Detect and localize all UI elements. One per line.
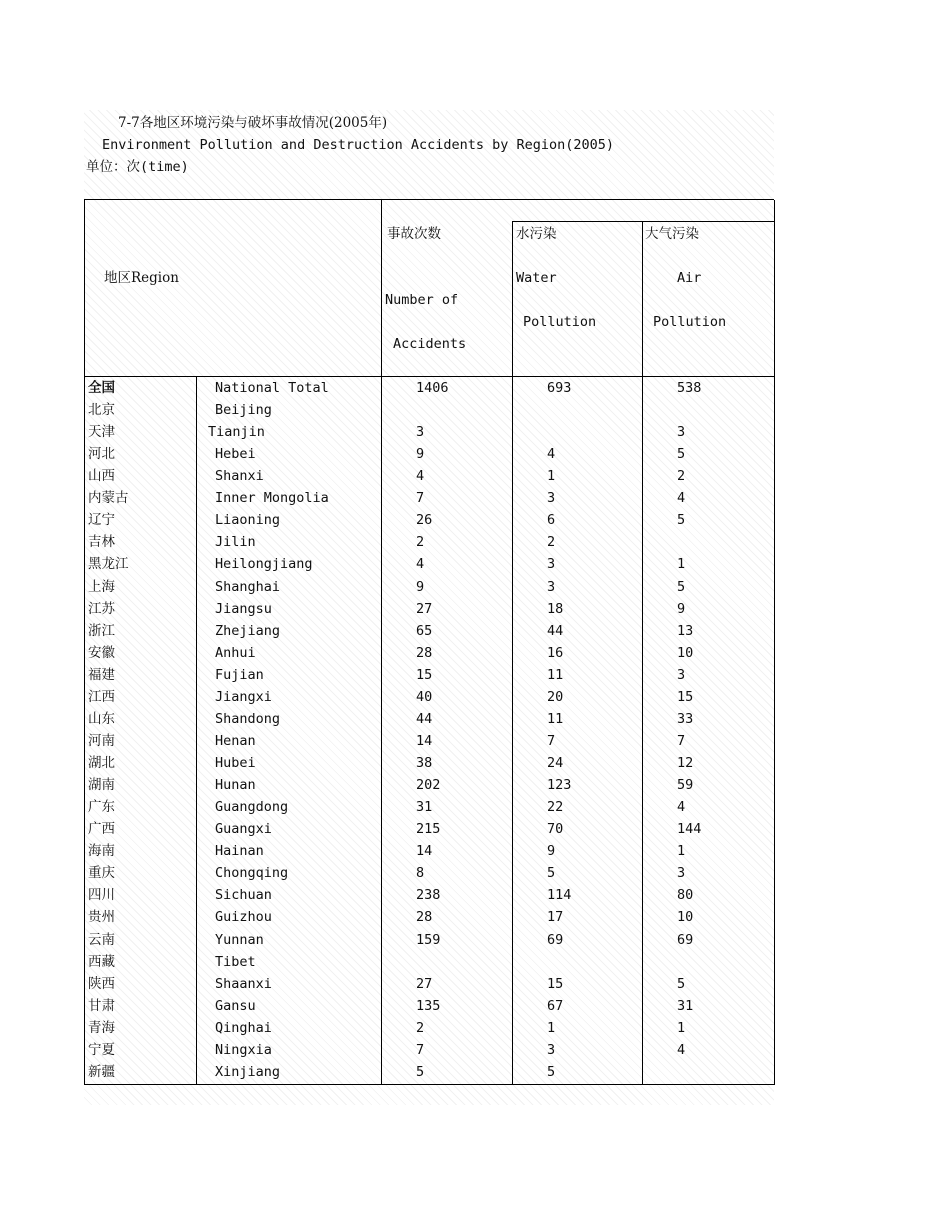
accidents-cell: 40 [416,688,433,705]
region-cn-cell: 重庆 [88,865,115,882]
table-row [85,862,774,884]
table-row [85,1039,774,1061]
header-air-en-1: Air [677,270,702,286]
region-en-cell: Liaoning [215,512,281,529]
region-en-cell: Jiangxi [215,688,272,705]
table-row [85,884,774,906]
region-en-cell: Fujian [215,666,264,683]
accidents-cell: 4 [416,468,425,485]
region-cn-cell: 浙江 [88,622,115,639]
table-row [85,929,774,951]
water-pollution-cell: 44 [547,622,564,639]
water-pollution-cell: 693 [547,380,572,396]
accidents-cell: 14 [416,843,433,860]
water-pollution-cell: 16 [547,644,564,661]
table-row [85,487,774,509]
data-table [84,200,775,1085]
table-row [85,951,774,973]
water-pollution-cell: 1 [547,468,556,485]
region-en-cell: Shanghai [215,578,281,595]
air-pollution-cell: 80 [677,887,694,904]
air-pollution-cell: 12 [677,755,694,772]
region-cn-cell: 福建 [88,666,115,683]
air-pollution-cell: 10 [677,909,694,926]
air-pollution-cell: 1 [677,556,686,573]
region-cn-cell: 四川 [88,887,115,904]
region-cn-cell: 广西 [88,821,115,838]
accidents-cell: 38 [416,755,433,772]
table-row [85,576,774,598]
region-en-cell: Anhui [215,644,256,661]
accidents-cell: 27 [416,600,433,617]
air-pollution-cell: 1 [677,1019,686,1036]
region-en-cell: Xinjiang [215,1063,281,1080]
accidents-cell: 2 [416,534,425,551]
accidents-cell: 7 [416,1041,425,1058]
region-en-cell: Qinghai [215,1019,272,1036]
water-pollution-cell: 15 [547,975,564,992]
region-en-cell: Tianjin [208,424,265,441]
accidents-cell: 28 [416,909,433,926]
air-pollution-cell: 15 [677,688,694,705]
air-pollution-cell: 33 [677,710,694,727]
region-cn-cell: 山东 [88,710,115,727]
region-cn-cell: 北京 [88,402,115,419]
water-pollution-cell: 7 [547,732,556,749]
water-pollution-cell: 69 [547,931,564,948]
air-pollution-cell: 4 [677,1041,686,1058]
air-pollution-cell: 59 [677,777,694,794]
accidents-cell: 238 [416,887,441,904]
region-cn-cell: 云南 [88,931,115,948]
region-cn-cell: 湖北 [88,755,115,772]
accidents-cell: 14 [416,732,433,749]
table-row [85,421,774,443]
water-pollution-cell: 18 [547,600,564,617]
table-title-en: Environment Pollution and Destruction Accidents by Region(2005) [102,137,615,153]
header-accidents-en-2: Accidents [393,336,467,352]
air-pollution-cell: 4 [677,799,686,816]
accidents-cell: 215 [416,821,441,838]
air-pollution-cell: 1 [677,843,686,860]
region-en-cell: Jiangsu [215,600,272,617]
air-pollution-cell: 3 [677,865,686,882]
accidents-cell: 3 [416,424,425,441]
accidents-cell: 2 [416,1019,425,1036]
region-cn-cell: 贵州 [88,909,115,926]
region-cn-cell: 江西 [88,688,115,705]
region-en-cell: Tibet [215,953,256,970]
air-pollution-cell: 5 [677,975,686,992]
water-pollution-cell: 9 [547,843,556,860]
water-pollution-cell: 3 [547,556,556,573]
accidents-cell: 4 [416,556,425,573]
water-pollution-cell: 17 [547,909,564,926]
table-row [85,443,774,465]
table-row [85,531,774,553]
region-cn-cell: 新疆 [88,1063,115,1080]
region-cn-cell: 陕西 [88,975,115,992]
header-air-cn: 大气污染 [645,226,699,242]
region-cn-cell: 甘肃 [88,997,115,1014]
region-en-cell: National Total [215,380,329,396]
region-en-cell: Hubei [215,755,256,772]
region-cn-cell: 海南 [88,843,115,860]
region-cn-cell: 广东 [88,799,115,816]
accidents-cell: 28 [416,644,433,661]
table-row [85,818,774,840]
water-pollution-cell: 70 [547,821,564,838]
unit-label: 单位：次(time) [86,159,189,175]
header-region: 地区Region [104,270,179,286]
air-pollution-cell: 10 [677,644,694,661]
table-row [85,995,774,1017]
air-pollution-cell: 2 [677,468,686,485]
table-row [85,377,774,399]
accidents-cell: 15 [416,666,433,683]
water-pollution-cell: 5 [547,865,556,882]
accidents-cell: 7 [416,490,425,507]
table-row [85,708,774,730]
water-pollution-cell: 2 [547,534,556,551]
region-cn-cell: 西藏 [88,953,115,970]
region-en-cell: Jilin [215,534,256,551]
table-row [85,509,774,531]
accidents-cell: 8 [416,865,425,882]
region-en-cell: Inner Mongolia [215,490,329,507]
air-pollution-cell: 7 [677,732,686,749]
region-en-cell: Shaanxi [215,975,272,992]
table-row [85,642,774,664]
header-water-en-1: Water [516,270,557,286]
region-cn-cell: 上海 [88,578,115,595]
air-pollution-cell: 5 [677,512,686,529]
region-cn-cell: 河南 [88,732,115,749]
air-pollution-cell: 13 [677,622,694,639]
region-en-cell: Gansu [215,997,256,1014]
air-pollution-cell: 5 [677,578,686,595]
air-pollution-cell: 144 [677,821,702,838]
region-cn-cell: 湖南 [88,777,115,794]
accidents-cell: 26 [416,512,433,529]
water-pollution-cell: 114 [547,887,572,904]
region-en-cell: Hainan [215,843,264,860]
table-row [85,906,774,928]
table-row [85,796,774,818]
accidents-cell: 9 [416,578,425,595]
accidents-cell: 31 [416,799,433,816]
air-pollution-cell: 3 [677,424,686,441]
air-pollution-cell: 9 [677,600,686,617]
table-row [85,840,774,862]
water-pollution-cell: 67 [547,997,564,1014]
water-pollution-cell: 11 [547,666,564,683]
region-cn-cell: 吉林 [88,534,115,551]
accidents-cell: 1406 [416,380,449,396]
accidents-cell: 159 [416,931,441,948]
table-row [85,686,774,708]
region-en-cell: Shanxi [215,468,264,485]
header-water-en-2: Pollution [523,314,597,330]
accidents-cell: 202 [416,777,441,794]
header-accidents-cn: 事故次数 [387,226,441,242]
region-en-cell: Beijing [215,402,272,419]
region-cn-cell: 黑龙江 [88,556,129,573]
water-pollution-cell: 11 [547,710,564,727]
water-pollution-cell: 3 [547,578,556,595]
table-row [85,1017,774,1039]
water-pollution-cell: 20 [547,688,564,705]
region-cn-cell: 全国 [88,380,115,396]
accidents-cell: 135 [416,997,441,1014]
water-pollution-cell: 3 [547,1041,556,1058]
water-pollution-cell: 22 [547,799,564,816]
region-en-cell: Ningxia [215,1041,272,1058]
region-en-cell: Yunnan [215,931,264,948]
region-cn-cell: 天津 [88,424,115,441]
water-pollution-cell: 4 [547,446,556,463]
region-en-cell: Chongqing [215,865,289,882]
region-cn-cell: 内蒙古 [88,490,129,507]
region-en-cell: Guizhou [215,909,272,926]
table-row [85,664,774,686]
region-cn-cell: 山西 [88,468,115,485]
region-cn-cell: 青海 [88,1019,115,1036]
table-row [85,620,774,642]
region-en-cell: Shandong [215,710,281,727]
table-row [85,774,774,796]
table-row [85,399,774,421]
table-row [85,465,774,487]
air-pollution-cell: 4 [677,490,686,507]
accidents-cell: 65 [416,622,433,639]
header-air-en-2: Pollution [653,314,727,330]
subheader-rule [512,221,774,222]
air-pollution-cell: 31 [677,997,694,1014]
header-accidents-en-1: Number of [385,292,459,308]
air-pollution-cell: 69 [677,931,694,948]
region-en-cell: Sichuan [215,887,272,904]
table-row [85,553,774,575]
accidents-cell: 27 [416,975,433,992]
region-cn-cell: 江苏 [88,600,115,617]
region-en-cell: Hebei [215,446,256,463]
air-pollution-cell: 5 [677,446,686,463]
water-pollution-cell: 123 [547,777,572,794]
region-en-cell: Zhejiang [215,622,281,639]
region-cn-cell: 河北 [88,446,115,463]
region-en-cell: Guangdong [215,799,289,816]
water-pollution-cell: 1 [547,1019,556,1036]
region-en-cell: Hunan [215,777,256,794]
region-en-cell: Henan [215,732,256,749]
accidents-cell: 5 [416,1063,425,1080]
table-row [85,598,774,620]
water-pollution-cell: 3 [547,490,556,507]
water-pollution-cell: 5 [547,1063,556,1080]
region-cn-cell: 辽宁 [88,512,115,529]
water-pollution-cell: 6 [547,512,556,529]
region-cn-cell: 宁夏 [88,1041,115,1058]
accidents-cell: 9 [416,446,425,463]
table-row [85,752,774,774]
accidents-cell: 44 [416,710,433,727]
region-en-cell: Guangxi [215,821,272,838]
water-pollution-cell: 24 [547,755,564,772]
header-water-cn: 水污染 [516,226,557,242]
region-cn-cell: 安徽 [88,644,115,661]
region-en-cell: Heilongjiang [215,556,313,573]
table-row [85,1061,774,1083]
table-row [85,973,774,995]
table-title-cn: 7-7各地区环境污染与破坏事故情况(2005年) [118,115,388,131]
air-pollution-cell: 538 [677,380,702,396]
air-pollution-cell: 3 [677,666,686,683]
table-row [85,730,774,752]
